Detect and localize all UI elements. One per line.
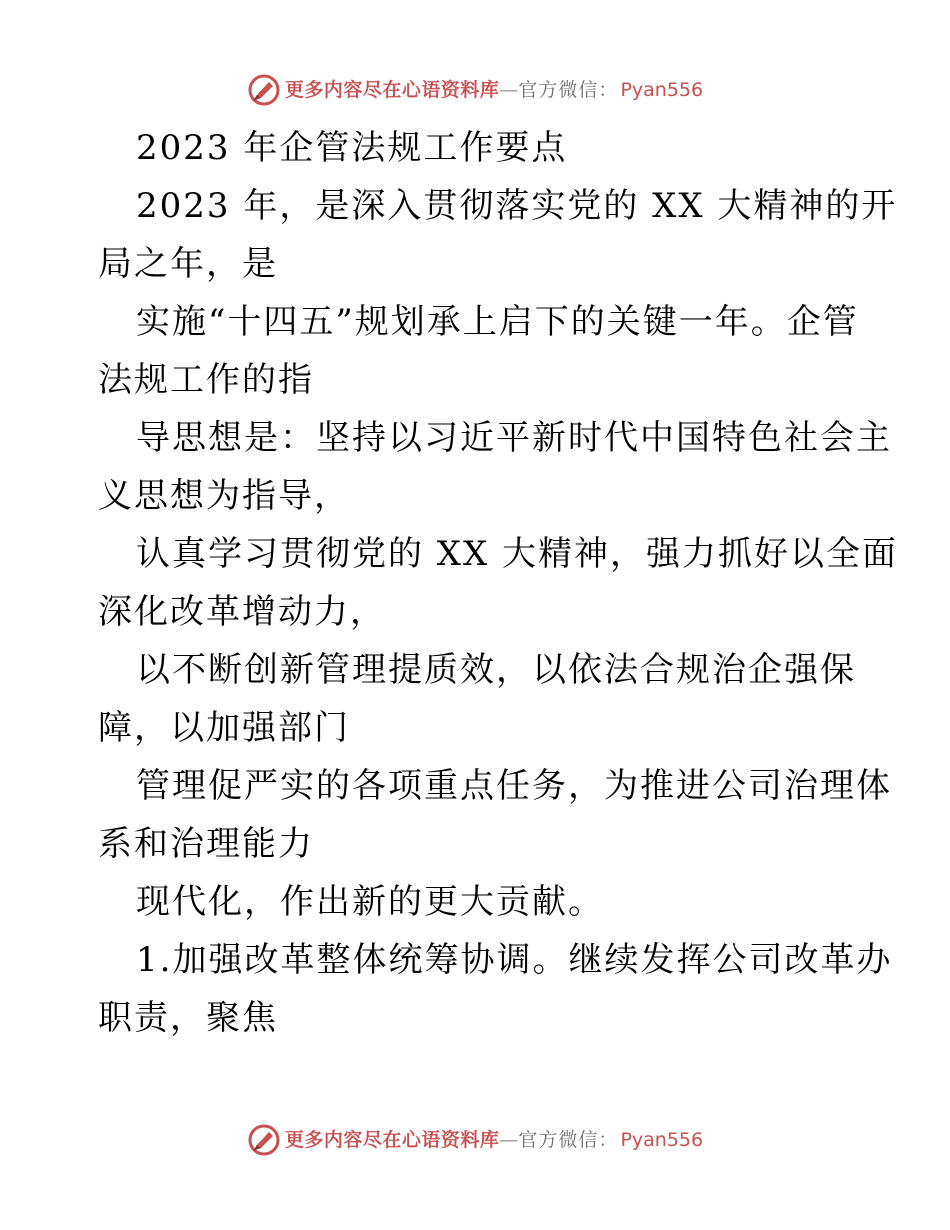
paragraph-line: 局之年，是 [98,244,278,284]
paragraph-line: 系和治理能力 [98,824,314,864]
watermark-label: 官方微信： [518,1129,619,1151]
watermark-main-text: 更多内容尽在心语资料库 [284,1129,500,1151]
paragraph-line: 深化改革增动力， [98,592,386,632]
logo-icon [247,73,281,107]
paragraph-line: 导思想是：坚持以习近平新时代中国特色社会主 [136,418,892,458]
watermark-wechat-id: Pyan556 [620,79,704,101]
watermark-label: 官方微信： [518,79,619,101]
paragraph-line: 2023 年，是深入贯彻落实党的 XX 大精神的开 [136,186,898,226]
document-body [98,119,899,1047]
document-title: 2023 年企管法规工作要点 [136,128,568,168]
paragraph-line: 障，以加强部门 [98,708,350,748]
paragraph-line: 法规工作的指 [98,360,314,400]
footer-watermark [0,1120,950,1160]
watermark-separator: — [499,79,519,101]
header-watermark [0,70,950,110]
logo-icon [247,1123,281,1157]
paragraph-line: 认真学习贯彻党的 XX 大精神，强力抓好以全面 [136,534,899,574]
paragraph-line: 管理促严实的各项重点任务，为推进公司治理体 [136,766,892,806]
paragraph-line: 现代化，作出新的更大贡献。 [136,882,604,922]
list-item-line: 1.加强改革整体统筹协调。继续发挥公司改革办 [136,940,893,980]
watermark-wechat-id: Pyan556 [620,1129,704,1151]
paragraph-line: 实施“十四五”规划承上启下的关键一年。企管 [136,302,859,342]
watermark-separator: — [499,1129,519,1151]
paragraph-line: 以不断创新管理提质效，以依法合规治企强保 [136,650,856,690]
paragraph-line: 义思想为指导， [98,476,350,516]
watermark-main-text: 更多内容尽在心语资料库 [284,79,500,101]
list-item-line: 职责，聚焦 [98,998,278,1038]
